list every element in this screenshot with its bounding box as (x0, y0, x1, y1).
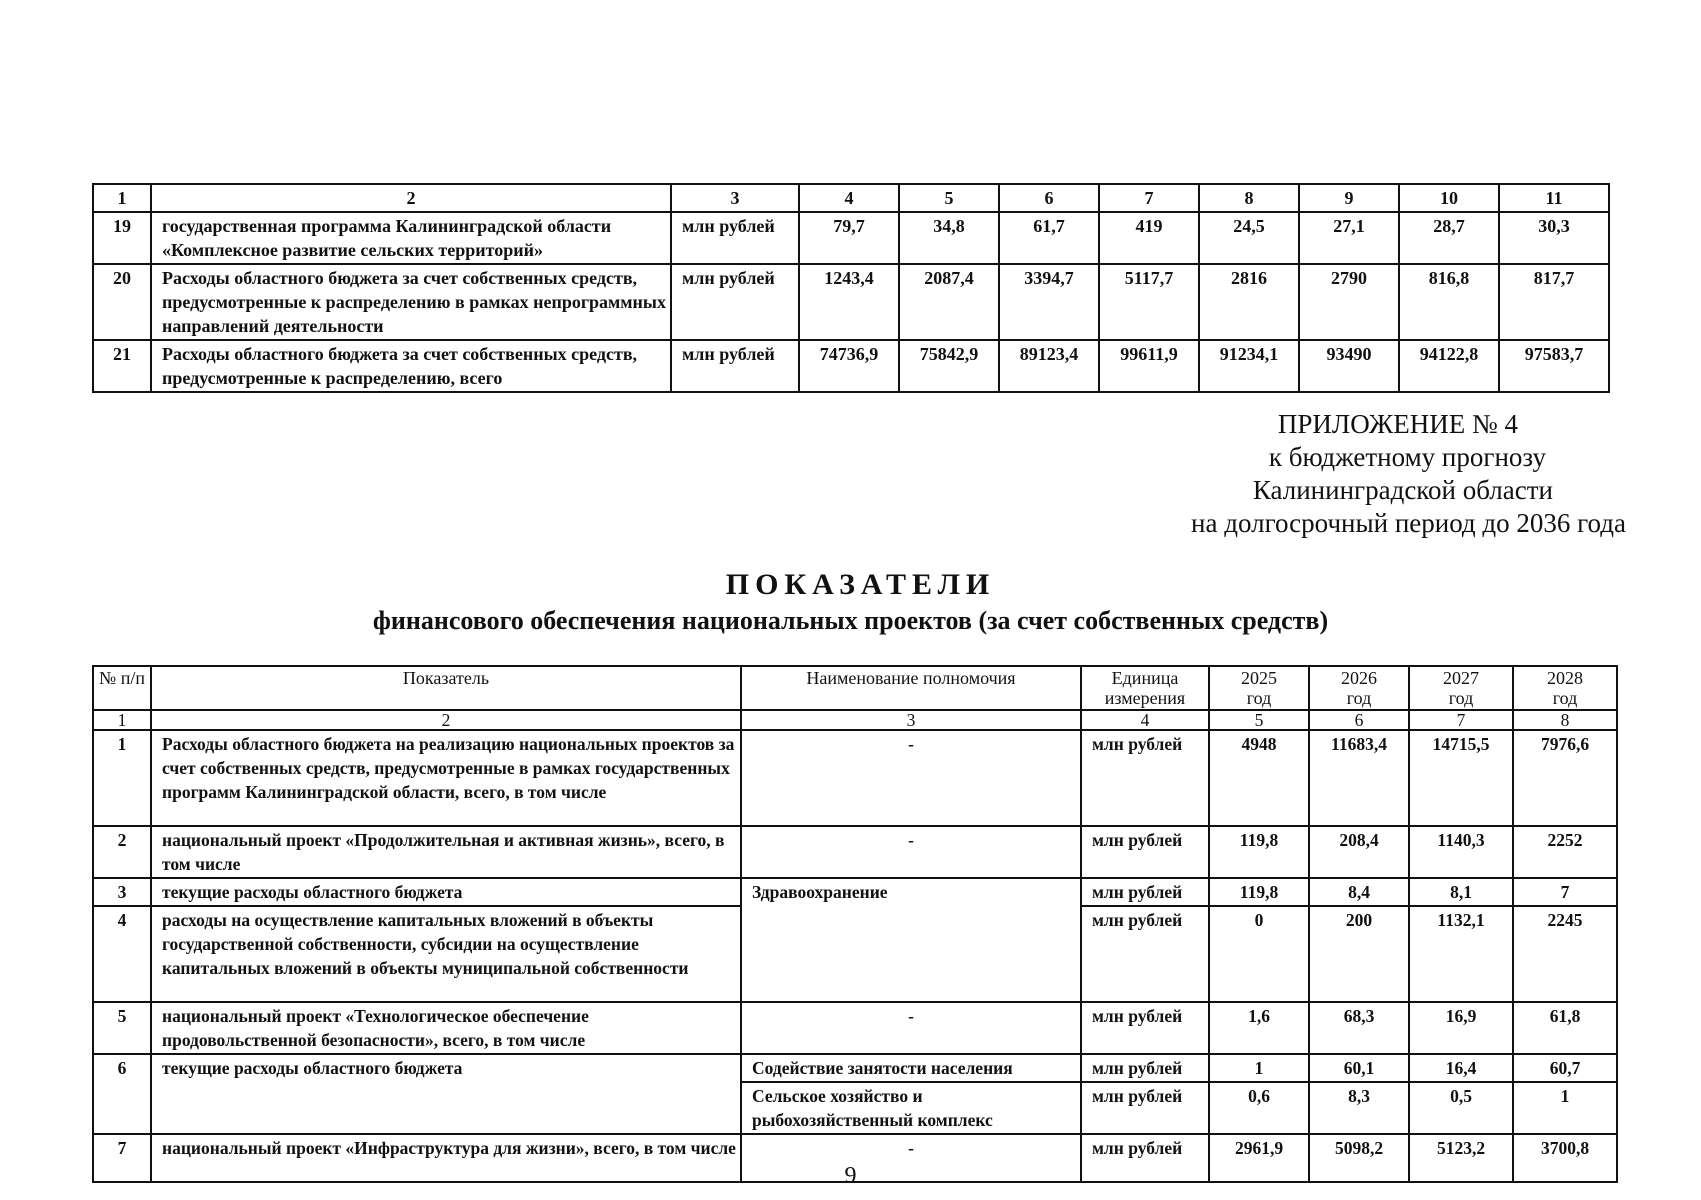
row-value: 7 (1513, 878, 1617, 906)
row-name: Расходы областного бюджета за счет собственных средств, предусмотренные к распределению, всего (151, 340, 671, 392)
row-value: 61,8 (1513, 1002, 1617, 1054)
row-value: 24,5 (1199, 212, 1299, 264)
column-number-cell: 4 (799, 184, 899, 212)
national-projects-table (92, 665, 1618, 1183)
row-value: 2790 (1299, 264, 1399, 340)
column-number-cell: 3 (671, 184, 799, 212)
row-value: 11683,4 (1309, 730, 1409, 826)
row-value: 7976,6 (1513, 730, 1617, 826)
column-number-cell: 5 (1209, 710, 1309, 730)
row-value: 119,8 (1209, 826, 1309, 878)
row-value: 5117,7 (1099, 264, 1199, 340)
row-indicator: расходы на осуществление капитальных вложений в объекты государственной собственности, субсидии на осуществление капитальных вложений в объекты муниципальной собственности (151, 906, 741, 1002)
row-value: 208,4 (1309, 826, 1409, 878)
row-indicator: национальный проект «Продолжительная и активная жизнь», всего, в том числе (151, 826, 741, 878)
row-value: 1 (1513, 1082, 1617, 1134)
row-value: 30,3 (1499, 212, 1609, 264)
row-value: 14715,5 (1409, 730, 1513, 826)
row-unit: млн рублей (1081, 730, 1209, 826)
row-value: 16,4 (1409, 1054, 1513, 1082)
column-number-cell: 9 (1299, 184, 1399, 212)
row-value: 3700,8 (1513, 1134, 1617, 1182)
header-indicator: Показатель (151, 666, 741, 710)
row-value: 0 (1209, 906, 1309, 1002)
table-row (93, 730, 1617, 826)
column-number-cell: 6 (999, 184, 1099, 212)
row-value: 0,6 (1209, 1082, 1309, 1134)
row-number: 19 (93, 212, 151, 264)
column-number-cell: 4 (1081, 710, 1209, 730)
row-unit: млн рублей (1081, 826, 1209, 878)
table-row (93, 340, 1609, 392)
row-value: 2245 (1513, 906, 1617, 1002)
row-unit: млн рублей (671, 264, 799, 340)
header-year: 2027 год (1409, 666, 1513, 710)
row-indicator: текущие расходы областного бюджета (151, 878, 741, 906)
row-number: 6 (93, 1054, 151, 1134)
row-value: 1140,3 (1409, 826, 1513, 878)
row-value: 2816 (1199, 264, 1299, 340)
column-number-cell: 7 (1099, 184, 1199, 212)
table-row (93, 264, 1609, 340)
row-value: 2961,9 (1209, 1134, 1309, 1182)
header-unit: Единица измерения (1081, 666, 1209, 710)
row-unit: млн рублей (671, 340, 799, 392)
column-number-cell: 1 (93, 184, 151, 212)
row-unit: млн рублей (1081, 906, 1209, 1002)
row-value: 2087,4 (899, 264, 999, 340)
column-number-cell: 2 (151, 710, 741, 730)
column-number-cell: 3 (741, 710, 1081, 730)
row-value: 28,7 (1399, 212, 1499, 264)
row-value: 8,1 (1409, 878, 1513, 906)
row-unit: млн рублей (671, 212, 799, 264)
row-indicator: национальный проект «Инфраструктура для жизни», всего, в том числе (151, 1134, 741, 1182)
row-value: 5123,2 (1409, 1134, 1513, 1182)
row-value: 5098,2 (1309, 1134, 1409, 1182)
row-unit: млн рублей (1081, 1054, 1209, 1082)
row-indicator: национальный проект «Технологическое обеспечение продовольственной безопасности», всего, в том числе (151, 1002, 741, 1054)
table-row (93, 1054, 1617, 1082)
row-value: 1,6 (1209, 1002, 1309, 1054)
column-number-cell: 7 (1409, 710, 1513, 730)
row-value: 94122,8 (1399, 340, 1499, 392)
row-value: 200 (1309, 906, 1409, 1002)
column-number-cell: 2 (151, 184, 671, 212)
row-value: 2252 (1513, 826, 1617, 878)
row-number: 2 (93, 826, 151, 878)
row-value: 817,7 (1499, 264, 1609, 340)
row-number: 3 (93, 878, 151, 906)
row-number: 1 (93, 730, 151, 826)
column-number-cell: 8 (1199, 184, 1299, 212)
table-header-row (93, 184, 1609, 212)
table-row (93, 826, 1617, 878)
row-name: Расходы областного бюджета за счет собственных средств, предусмотренные к распределению в рамках непрограммных направлений деятельности (151, 264, 671, 340)
row-value: 8,3 (1309, 1082, 1409, 1134)
row-authority: - (741, 1002, 1081, 1054)
row-number: 4 (93, 906, 151, 1002)
table-header-row (93, 666, 1617, 710)
document-title: ПОКАЗАТЕЛИ (725, 568, 996, 601)
row-authority: Сельское хозяйство и рыбохозяйственный комплекс (741, 1082, 1081, 1134)
column-number-cell: 1 (93, 710, 151, 730)
column-number-cell: 6 (1309, 710, 1409, 730)
appendix-line: к бюджетному прогнозу (1268, 442, 1546, 472)
row-value: 74736,9 (799, 340, 899, 392)
row-value: 3394,7 (999, 264, 1099, 340)
appendix-line: Калининградской области (1252, 475, 1553, 505)
row-number: 5 (93, 1002, 151, 1054)
row-indicator: Расходы областного бюджета на реализацию национальных проектов за счет собственных средств, предусмотренные в рамках государственных программ Калининградской области, всего, в том числе (151, 730, 741, 826)
appendix-heading (1191, 408, 1626, 540)
column-number-cell: 5 (899, 184, 999, 212)
header-year: 2025 год (1209, 666, 1309, 710)
appendix-line: на долгосрочный период до 2036 года (1191, 508, 1626, 538)
table-row (93, 878, 1617, 906)
row-unit: млн рублей (1081, 1082, 1209, 1134)
row-value: 91234,1 (1199, 340, 1299, 392)
row-value: 60,1 (1309, 1054, 1409, 1082)
appendix-number: ПРИЛОЖЕНИЕ № 4 (1277, 409, 1518, 439)
row-value: 61,7 (999, 212, 1099, 264)
row-number: 20 (93, 264, 151, 340)
document-subtitle: финансового обеспечения национальных проектов (за счет собственных средств) (372, 606, 1329, 635)
row-number: 7 (93, 1134, 151, 1182)
row-value: 419 (1099, 212, 1199, 264)
row-unit: млн рублей (1081, 1002, 1209, 1054)
row-value: 8,4 (1309, 878, 1409, 906)
row-authority: - (741, 1134, 1081, 1182)
row-value: 1 (1209, 1054, 1309, 1082)
row-value: 816,8 (1399, 264, 1499, 340)
column-number-cell: 10 (1399, 184, 1499, 212)
row-value: 1132,1 (1409, 906, 1513, 1002)
table-row (93, 212, 1609, 264)
header-year: 2028 год (1513, 666, 1617, 710)
row-unit: млн рублей (1081, 1134, 1209, 1182)
column-number-cell: 11 (1499, 184, 1609, 212)
table-row (93, 1002, 1617, 1054)
row-value: 27,1 (1299, 212, 1399, 264)
row-authority: - (741, 826, 1081, 878)
row-value: 97583,7 (1499, 340, 1609, 392)
row-authority: - (741, 730, 1081, 826)
row-value: 4948 (1209, 730, 1309, 826)
page-number: 9 (844, 1163, 857, 1189)
row-authority: Здравоохранение (741, 878, 1081, 1002)
row-value: 0,5 (1409, 1082, 1513, 1134)
row-number: 21 (93, 340, 151, 392)
row-authority: Содействие занятости населения (741, 1054, 1081, 1082)
row-name: государственная программа Калининградской области «Комплексное развитие сельских территорий» (151, 212, 671, 264)
row-value: 75842,9 (899, 340, 999, 392)
header-num: № п/п (93, 666, 151, 710)
row-value: 79,7 (799, 212, 899, 264)
row-value: 34,8 (899, 212, 999, 264)
row-value: 1243,4 (799, 264, 899, 340)
row-unit: млн рублей (1081, 878, 1209, 906)
header-year: 2026 год (1309, 666, 1409, 710)
row-indicator: текущие расходы областного бюджета (151, 1054, 741, 1134)
column-number-cell: 8 (1513, 710, 1617, 730)
budget-continuation-table (92, 183, 1610, 393)
column-numbers-row (93, 710, 1617, 730)
row-value: 93490 (1299, 340, 1399, 392)
row-value: 16,9 (1409, 1002, 1513, 1054)
header-authority: Наименование полномочия (741, 666, 1081, 710)
row-value: 119,8 (1209, 878, 1309, 906)
row-value: 99611,9 (1099, 340, 1199, 392)
row-value: 68,3 (1309, 1002, 1409, 1054)
row-value: 89123,4 (999, 340, 1099, 392)
row-value: 60,7 (1513, 1054, 1617, 1082)
